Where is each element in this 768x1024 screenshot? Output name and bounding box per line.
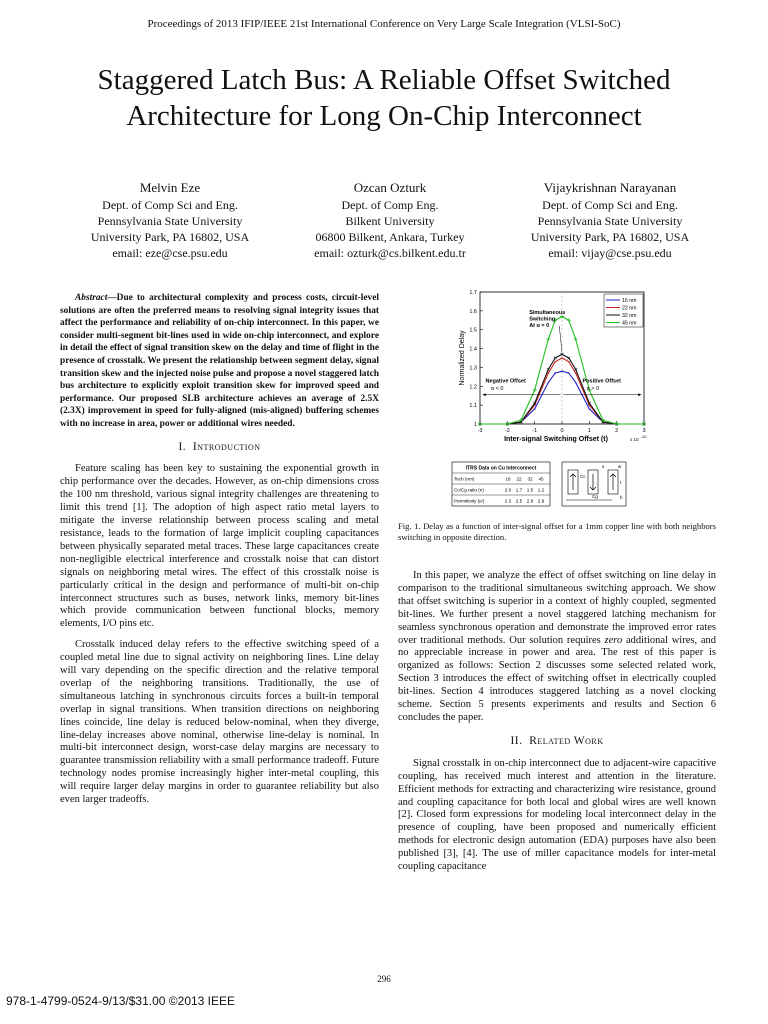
x-exponent-power: -10 bbox=[641, 435, 647, 439]
x-tick-label: 1 bbox=[587, 428, 591, 434]
data-point bbox=[589, 408, 591, 410]
left-column bbox=[60, 292, 379, 815]
y-tick-label: 1.2 bbox=[469, 384, 477, 391]
annotation-negative-alpha: α < 0 bbox=[490, 386, 504, 393]
intro-paragraph-1: Feature scaling has been key to sustaining the exponential growth in chip performance over the decades. However, as on-chip dimensions cross the 100 nm threshold, various signal integrity challenges are threatening to limit this trend [1]. The adoption of high aspect ratio metal layers to mitigate the inverse relationship between process scaling and metal resistance, leads to the formation of large implicit coupling capacitances between physically separated metal traces. These large capacitances create non-negligible electrical interference and crosstalk noise that can distort signals on neighboring metal wires. The effect of this crosstalk noise is particularly critical in the design and performance of multi-bit on-chip interconnect structures such as buses, network links, memory bit-lines which provide communication between functional blocks, memory elements, I/O pins etc. bbox=[60, 463, 379, 630]
inset-table-cell: 2.5 bbox=[515, 498, 523, 504]
data-point bbox=[534, 408, 536, 410]
author-org: Pennsylvania State University bbox=[97, 214, 243, 228]
y-axis-label: Normalized Delay bbox=[459, 330, 466, 386]
abstract-label: Abstract bbox=[75, 293, 108, 303]
annotation-positive: Positive Offset bbox=[582, 378, 622, 385]
author-org: Bilkent University bbox=[345, 214, 435, 228]
label-s: s bbox=[602, 464, 605, 469]
x-tick-label: -1 bbox=[532, 428, 538, 434]
inset-table-cell: Tech (nm) bbox=[454, 476, 475, 482]
author-email: email: eze@cse.psu.edu bbox=[112, 246, 228, 260]
inset-table-cell: 2.8 bbox=[526, 498, 534, 504]
right-column bbox=[398, 570, 716, 882]
data-point bbox=[568, 372, 570, 374]
x-tick-label: -2 bbox=[504, 428, 510, 434]
para-text: In this paper, we analyze the effect of offset switching on line delay in comparison to the traditional simultaneous switching approach. We show that offset switching is superior in a context of highly coupled, segmented bit-lines. We further present a novel staggered latching mechanism for seamless synchronous operation and demonstrate the improved error rates over traditional methods. Our solution requires bbox=[398, 570, 716, 646]
figure-caption: Fig. 1. Delay as a function of inter-signal offset for a 1mm copper line with both neighbors switching in opposite direction. bbox=[398, 521, 716, 542]
author-dept: Dept. of Comp Eng. bbox=[341, 198, 439, 212]
inset-table-cell: 1.5 bbox=[526, 487, 534, 493]
author-email: email: ozturk@cs.bilkent.edu.tr bbox=[314, 246, 466, 260]
section-title: Introduction bbox=[192, 440, 261, 453]
author-address: 06800 Bilkent, Ankara, Turkey bbox=[315, 230, 465, 244]
data-point bbox=[561, 357, 563, 359]
data-point bbox=[554, 372, 556, 374]
author-2 bbox=[280, 180, 500, 261]
inset-table-cell: 2.9 bbox=[537, 498, 545, 504]
para-text: additional wires, and no appreciable increase in power and area. The rest of this paper is organized as follows: Section 2 discusses some selected related work, Section 3 introduces the effect of switching offset in electrically coupled bit-lines. Section 4 introduces staggered latching as a novel clocking scheme. Section 5 presents experiments and results and Section 6 concludes the paper. bbox=[398, 634, 716, 723]
annotation-positive-alpha: α > 0 bbox=[586, 386, 600, 393]
section-heading-introduction bbox=[60, 441, 379, 454]
label-w: w bbox=[618, 464, 622, 469]
title-line-2: Architecture for Long On-Chip Interconnect bbox=[126, 100, 642, 132]
y-tick-label: 1.6 bbox=[469, 308, 477, 315]
page-number: 296 bbox=[377, 974, 391, 984]
data-point bbox=[568, 361, 570, 363]
x-tick-label: 3 bbox=[642, 428, 646, 434]
inset-table-cell: Permittivity (εr) bbox=[454, 498, 485, 504]
annotation-simultaneous: Simultaneous bbox=[529, 310, 566, 316]
author-org: Pennsylvania State University bbox=[537, 214, 683, 228]
author-block bbox=[60, 180, 720, 261]
y-tick-label: 1.4 bbox=[469, 346, 477, 353]
author-1 bbox=[60, 180, 280, 261]
inset-table-title: ITRS Data on Cu Interconnect bbox=[465, 465, 537, 472]
label-t: t bbox=[620, 480, 622, 485]
inset-table-cell: 1.2 bbox=[537, 487, 545, 493]
inset-table-cell: 22 bbox=[516, 476, 522, 482]
y-tick-label: 1.1 bbox=[469, 403, 477, 410]
conference-header: Proceedings of 2013 IFIP/IEEE 21st International Conference on Very Large Scale Integration (VLSI-SoC) bbox=[147, 18, 621, 30]
section-title: Related Work bbox=[529, 734, 604, 747]
copyright-footer: 978-1-4799-0524-9/13/$31.00 ©2013 IEEE bbox=[6, 994, 236, 1008]
author-3 bbox=[500, 180, 720, 261]
x-tick-label: 2 bbox=[615, 428, 619, 434]
paper-title bbox=[40, 62, 728, 134]
inset-table-cell: 2.0 bbox=[504, 487, 512, 493]
author-name: Vijaykrishnan Narayanan bbox=[543, 180, 677, 195]
x-tick-label: -3 bbox=[477, 428, 483, 434]
inset-table-cell: 1.7 bbox=[515, 487, 523, 493]
y-tick-label: 1 bbox=[473, 422, 477, 428]
data-point bbox=[554, 361, 556, 363]
legend-label: 16 nm bbox=[622, 298, 637, 304]
author-address: University Park, PA 16802, USA bbox=[530, 230, 690, 244]
inset-table-cell: 2.3 bbox=[504, 498, 512, 504]
annotation-negative: Negative Offset bbox=[485, 378, 526, 385]
para-emphasis: zero bbox=[604, 634, 623, 646]
author-dept: Dept. of Comp Sci and Eng. bbox=[102, 198, 238, 212]
y-tick-label: 1.7 bbox=[469, 290, 477, 296]
section-number: I. bbox=[178, 440, 187, 453]
label-cc: Cc bbox=[580, 474, 586, 479]
data-point bbox=[575, 382, 577, 384]
author-name: Ozcan Ozturk bbox=[353, 180, 427, 195]
data-point bbox=[548, 382, 550, 384]
x-tick-label: 0 bbox=[560, 428, 564, 434]
inset-table-cell: 45 bbox=[538, 476, 544, 482]
section-number: II. bbox=[510, 734, 523, 747]
intro-paragraph-3 bbox=[398, 570, 716, 725]
delay-offset-chart bbox=[440, 286, 680, 511]
abstract-text: —Due to architectural complexity and process costs, circuit-level solutions are often the preferred means to resolving signal integrity issues that affect the performance and reliability of on-chip interconnect. In this paper, we consider multi-segment bit-lines used in wide on-chip interconnect, and explore in detail the effect of signal transition skew on the delay and time of flight in the presence of crosstalk. We present the relationship between segment delay, signal transition skew and the injected noise pulse and propose a novel staggered latch bus architecture to explicitly exploit transition skew for improved speed and performance. Our proposed SLB architecture achieves an average of 2.5X (2.3X) improvement in speed for fully-aligned (mis-aligned) buffering schemes with no increase in area, power or additional wires needed. bbox=[60, 293, 379, 429]
y-tick-label: 1.3 bbox=[469, 365, 477, 372]
legend-label: 32 nm bbox=[622, 313, 637, 319]
annotation-simultaneous: Switching bbox=[529, 316, 556, 323]
legend-label: 45 nm bbox=[622, 320, 637, 327]
annotation-simultaneous: At α = 0 bbox=[529, 323, 550, 329]
related-paragraph-1: Signal crosstalk in on-chip interconnect due to adjacent-wire capacitive coupling, has received much interest and attention in the literature. Efficient methods for extracting and characterizing wire resistance, ground and coupling capacitance for both local and global wires are well known [2]. Closed form expressions for modeling local interconnect delay in the presence of coupling, have been proposed and numerically efficient methods for electronic design automation (EDA) purposes have also been published [3], [4]. The use of miller capacitance models for inter-metal coupling capacitance bbox=[398, 757, 716, 873]
y-tick-label: 1.5 bbox=[469, 327, 477, 334]
author-address: University Park, PA 16802, USA bbox=[90, 230, 250, 244]
legend-label: 22 nm bbox=[622, 305, 637, 312]
chart-layer bbox=[452, 290, 647, 506]
inset-table-cell: Cc/Cg ratio (n) bbox=[454, 487, 484, 493]
section-heading-related-work bbox=[398, 735, 716, 748]
author-dept: Dept. of Comp Sci and Eng. bbox=[542, 198, 678, 212]
title-line-1: Staggered Latch Bus: A Reliable Offset Switched bbox=[97, 64, 671, 96]
data-point bbox=[561, 370, 563, 372]
label-cg: Cg bbox=[592, 494, 598, 499]
author-email: email: vijay@cse.psu.edu bbox=[548, 246, 672, 260]
author-name: Melvin Eze bbox=[139, 180, 201, 195]
intro-paragraph-2: Crosstalk induced delay refers to the effective switching speed of a coupled metal line due to signal activity on neighboring lines. Line delay will vary depending on the specific direction and the relative temporal overlap of the neighboring transitions. Traditionally, the use of simultaneous latching in synchronous circuits forces a built-in temporal overlap in signal transitions. When transition directions on neighboring lines coincide, line delay is reduced below-nominal, when they diverge, line-delay increases above nominal, otherwise line-delay is nominal. In multi-bit interconnect design, worst-case delay margins are necessary to guarantee transmission reliability with a small performance tradeoff. Future technology nodes promise increasingly higher inter-metal coupling, this will require larger delay margins in order to guarantee reliability but also even larger tradeoffs. bbox=[60, 639, 379, 806]
data-point bbox=[548, 372, 550, 374]
inset-table-cell: 32 bbox=[527, 476, 533, 482]
x-exponent-label: x 10 bbox=[630, 437, 639, 442]
data-point bbox=[575, 372, 577, 374]
label-h: h bbox=[620, 495, 623, 500]
x-axis-label: Inter-signal Switching Offset (t) bbox=[504, 436, 608, 443]
inset-table-cell: 16 bbox=[505, 476, 511, 482]
abstract bbox=[60, 292, 379, 431]
